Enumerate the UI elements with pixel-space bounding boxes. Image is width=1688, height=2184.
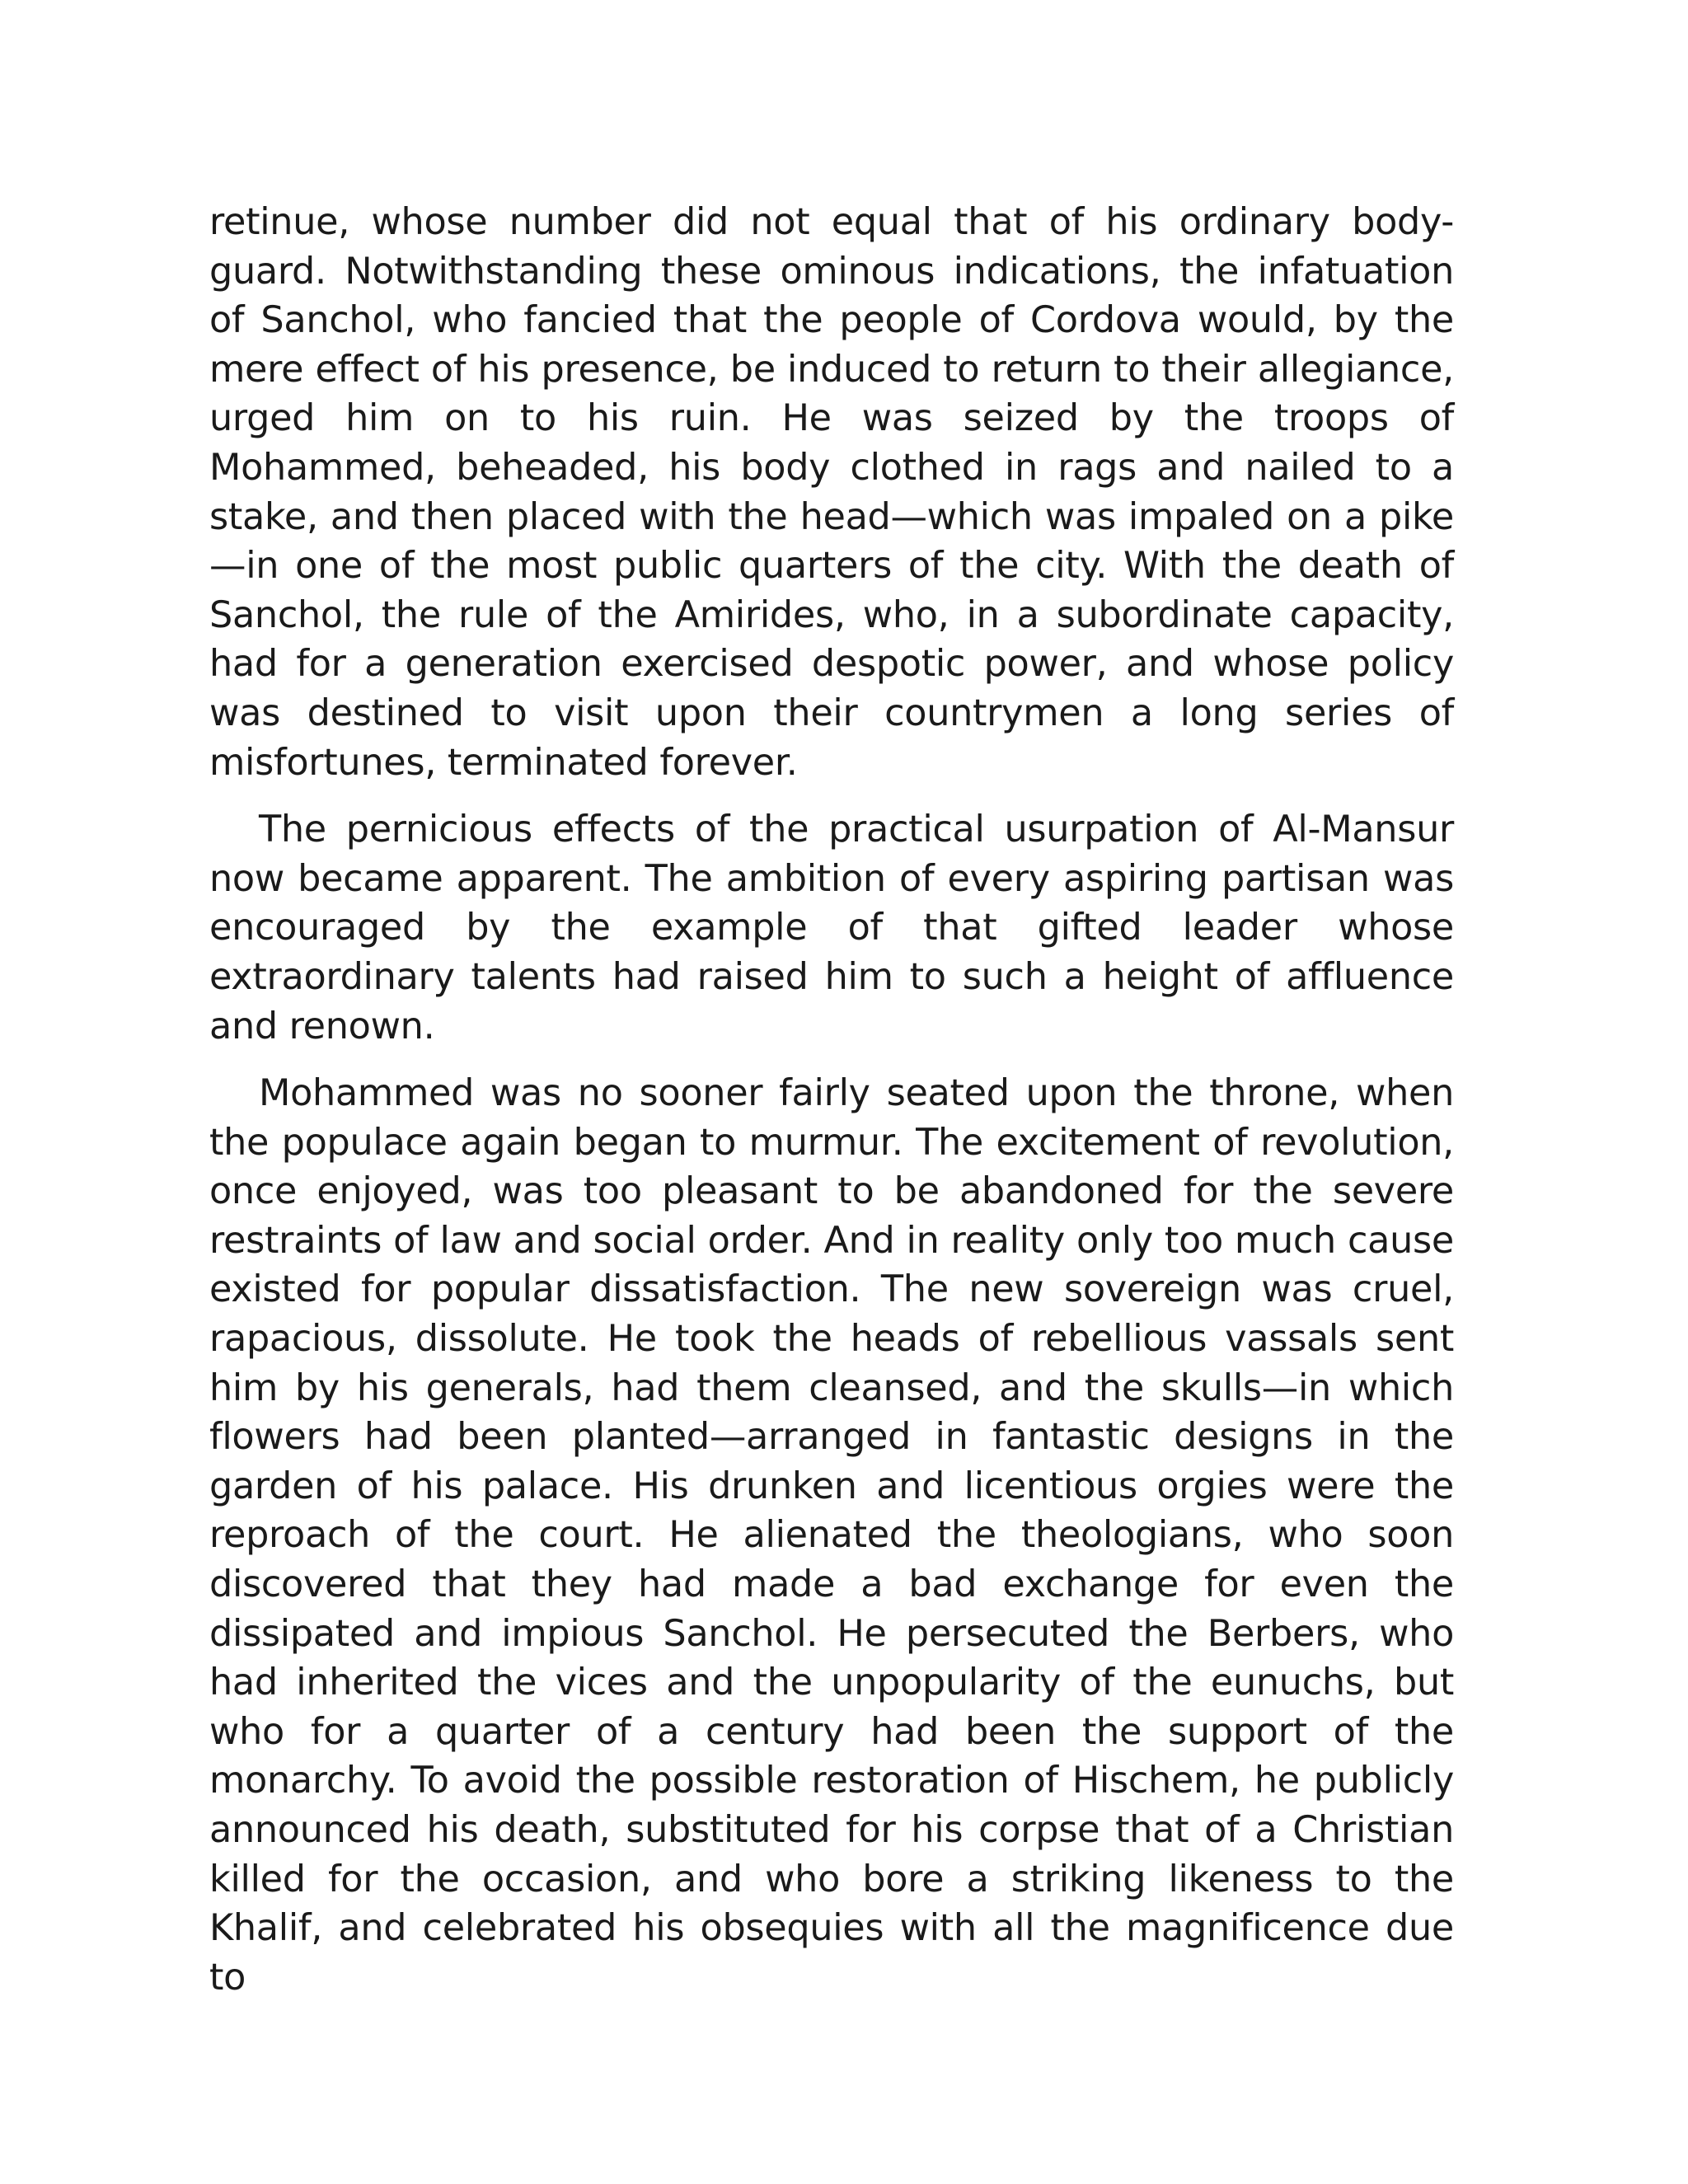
body-text — [209, 198, 1454, 2020]
paragraph-1: retinue, whose number did not equal that of his ordinary body-guard. Notwithstanding these ominous indications, the infatuation of Sanchol, who fancied that the people of Cordova would, by the mere effect of his presence, be induced to return to their allegiance, urged him on to his ruin. He was seized by the troops of Mohammed, beheaded, his body clothed in rags and nailed to a stake, and then placed with the head—which was impaled on a pike—in one of the most public quarters of the city. With the death of Sanchol, the rule of the Amirides, who, in a subordinate capacity, had for a generation exercised despotic power, and whose policy was destined to visit upon their countrymen a long series of misfortunes, terminated forever. — [209, 201, 1454, 784]
paragraph-2: The pernicious effects of the practical usurpation of Al-Mansur now became apparent. The ambition of every aspiring partisan was encouraged by the example of that gifted leader whose extraordinary talents had raised him to such a height of affluence and renown. — [209, 808, 1454, 1047]
paragraph-3: Mohammed was no sooner fairly seated upon the throne, when the populace again began to murmur. The excitement of revolution, once enjoyed, was too pleasant to be abandoned for the severe restraints of law and social order. And in reality only too much cause existed for popular dissatisfaction. The new sovereign was cruel, rapacious, dissolute. He took the heads of rebellious vassals sent him by his generals, had them cleansed, and the skulls—in which flowers had been planted—arranged in fantastic designs in the garden of his palace. His drunken and licentious orgies were the reproach of the court. He alienated the theologians, who soon discovered that they had made a bad exchange for even the dissipated and impious Sanchol. He persecuted the Berbers, who had inherited the vices and the unpopularity of the eunuchs, but who for a quarter of a century had been the support of the monarchy. To avoid the possible restoration of Hischem, he publicly announced his death, substituted for his corpse that of a Christian killed for the occasion, and who bore a striking likeness to the Khalif, and celebrated his obsequies with all the magnificence due to — [209, 1072, 1454, 1999]
